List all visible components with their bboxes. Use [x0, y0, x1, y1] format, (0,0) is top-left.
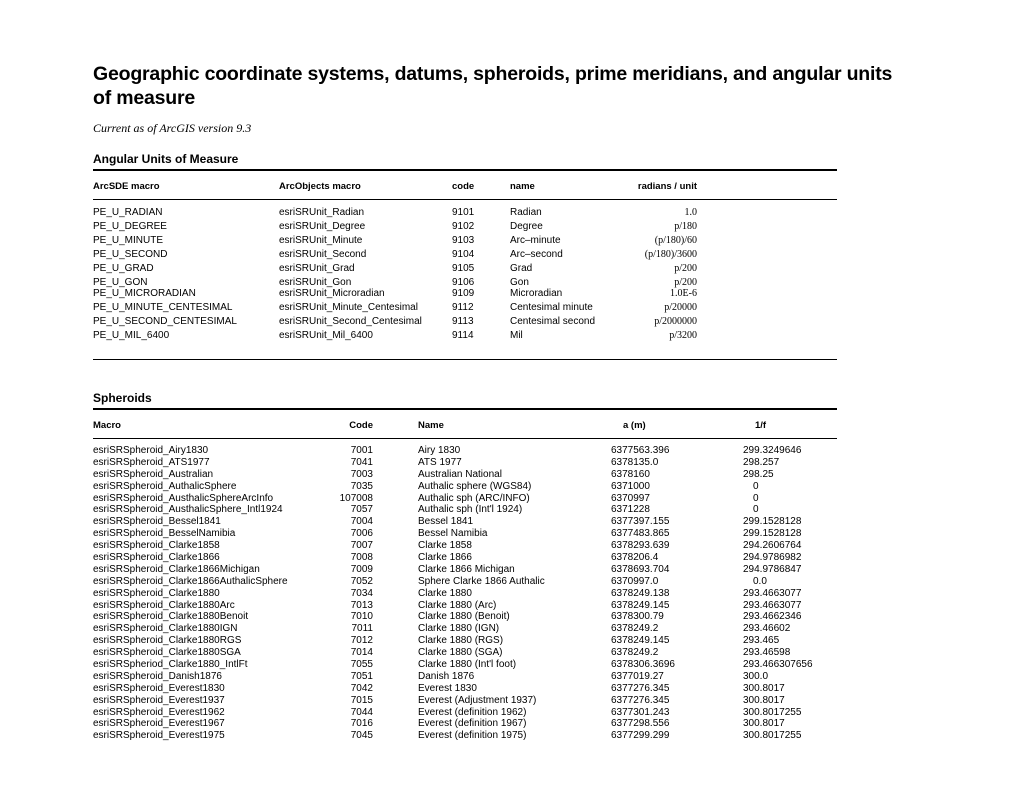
- cell-code: 7042: [350, 682, 373, 694]
- cell-inverse-flattening: 300.8017: [743, 718, 785, 730]
- col-inverse-flattening: 1/f: [755, 420, 767, 431]
- cell-arcsde-macro: PE_U_RADIAN: [93, 207, 163, 218]
- table-row: [93, 623, 837, 635]
- cell-name: Mil: [510, 330, 523, 341]
- table-row: [93, 730, 837, 742]
- table-row: [93, 481, 837, 493]
- table-row: [93, 718, 837, 730]
- cell-code: 9109: [452, 288, 475, 299]
- angular-units-header: [93, 181, 837, 200]
- cell-inverse-flattening: 298.25: [743, 468, 774, 480]
- cell-arcsde-macro: PE_U_MINUTE_CENTESIMAL: [93, 302, 233, 313]
- col-arcsde-macro: ArcSDE macro: [93, 181, 160, 192]
- cell-semi-major-axis: 6377298.556: [611, 718, 670, 730]
- col-name: name: [510, 181, 535, 192]
- cell-arcobjects-macro: esriSRUnit_Minute: [279, 235, 363, 246]
- cell-semi-major-axis: 6377301.243: [611, 706, 670, 718]
- cell-name: Clarke 1866 Michigan: [418, 563, 515, 575]
- cell-semi-major-axis: 6378249.138: [611, 587, 670, 599]
- table-row: [93, 221, 837, 235]
- cell-semi-major-axis: 6370997: [611, 492, 650, 504]
- cell-semi-major-axis: 6378300.79: [611, 611, 664, 623]
- cell-macro: esriSRSpheroid_Clarke1880IGN: [93, 623, 238, 635]
- table-row: [93, 504, 837, 516]
- table-row: [93, 671, 837, 683]
- cell-semi-major-axis: 6378693.704: [611, 563, 670, 575]
- cell-name: Clarke 1866: [418, 552, 472, 564]
- cell-inverse-flattening: 293.46602: [743, 623, 791, 635]
- cell-name: Centesimal minute: [510, 302, 593, 313]
- cell-code: 7044: [350, 706, 373, 718]
- table-row: [93, 611, 837, 623]
- cell-inverse-flattening: 0: [753, 480, 759, 492]
- cell-name: Bessel 1841: [418, 516, 474, 528]
- table-row: [93, 695, 837, 707]
- cell-radians-per-unit: p/2000000: [654, 316, 697, 327]
- table-row: [93, 635, 837, 647]
- cell-arcobjects-macro: esriSRUnit_Minute_Centesimal: [279, 302, 418, 313]
- cell-radians-per-unit: p/3200: [669, 330, 697, 341]
- cell-semi-major-axis: 6377276.345: [611, 682, 670, 694]
- cell-macro: esriSRSpheroid_AusthalicSphereArcInfo: [93, 492, 274, 504]
- cell-code: 7051: [350, 670, 373, 682]
- cell-inverse-flattening: 299.1528128: [743, 528, 802, 540]
- table-row: [93, 552, 837, 564]
- page-title: Geographic coordinate systems, datums, spheroids, prime meridians, and angular units of measure: [93, 63, 893, 109]
- spheroids-header: [93, 420, 837, 439]
- table-row: [93, 235, 837, 249]
- cell-radians-per-unit: p/200: [674, 263, 697, 274]
- table-row: [93, 588, 837, 600]
- cell-code: 7045: [350, 730, 373, 742]
- cell-inverse-flattening: 298.257: [743, 456, 780, 468]
- cell-name: Everest (definition 1975): [418, 730, 527, 742]
- cell-inverse-flattening: 299.1528128: [743, 516, 802, 528]
- cell-code: 7011: [351, 623, 373, 635]
- cell-semi-major-axis: 6371000: [611, 480, 650, 492]
- cell-name: Danish 1876: [418, 670, 475, 682]
- cell-radians-per-unit: p/20000: [664, 302, 697, 313]
- cell-name: Clarke 1880 (Int'l foot): [418, 659, 517, 671]
- cell-inverse-flattening: 0.0: [753, 575, 767, 587]
- cell-macro: esriSRSpheroid_ATS1977: [93, 456, 210, 468]
- cell-code: 7014: [350, 647, 373, 659]
- cell-code: 7009: [350, 563, 373, 575]
- col-semi-major-axis: a (m): [623, 420, 646, 431]
- cell-code: 7055: [350, 659, 373, 671]
- cell-arcsde-macro: PE_U_GON: [93, 277, 148, 288]
- table-row: [93, 576, 837, 588]
- cell-arcsde-macro: PE_U_SECOND: [93, 249, 168, 260]
- cell-arcobjects-macro: esriSRUnit_Second: [279, 249, 367, 260]
- cell-name: Authalic sph (ARC/INFO): [418, 492, 530, 504]
- cell-name: Microradian: [510, 288, 563, 299]
- table-row: [93, 707, 837, 719]
- table-row: [93, 249, 837, 263]
- cell-macro: esriSRSpheroid_Clarke1866: [93, 552, 220, 564]
- cell-macro: esriSRSpheroid_Danish1876: [93, 670, 222, 682]
- cell-name: Clarke 1880 (SGA): [418, 647, 503, 659]
- table-row: [93, 288, 837, 302]
- cell-semi-major-axis: 6378206.4: [611, 552, 659, 564]
- cell-inverse-flattening: 300.8017255: [743, 730, 802, 742]
- cell-arcobjects-macro: esriSRUnit_Microradian: [279, 288, 385, 299]
- cell-name: Australian National: [418, 468, 502, 480]
- cell-name: Everest (Adjustment 1937): [418, 694, 537, 706]
- cell-name: Clarke 1880 (Arc): [418, 599, 497, 611]
- cell-code: 9103: [452, 235, 475, 246]
- cell-inverse-flattening: 300.8017: [743, 682, 785, 694]
- cell-code: 9114: [452, 330, 474, 341]
- cell-code: 7008: [350, 552, 373, 564]
- cell-name: Everest (definition 1967): [418, 718, 527, 730]
- cell-macro: esriSRSpheroid_Clarke1880SGA: [93, 647, 241, 659]
- cell-name: Centesimal second: [510, 316, 596, 327]
- angular-units-end-rule: [93, 359, 837, 360]
- cell-radians-per-unit: 1.0: [684, 207, 697, 218]
- cell-arcobjects-macro: esriSRUnit_Second_Centesimal: [279, 316, 422, 327]
- cell-arcsde-macro: PE_U_SECOND_CENTESIMAL: [93, 316, 237, 327]
- cell-code: 9101: [452, 207, 475, 218]
- cell-macro: esriSRSpheroid_Bessel1841: [93, 516, 221, 528]
- cell-code: 7016: [350, 718, 373, 730]
- cell-macro: esriSRSpheriod_Clarke1880_IntlFt: [93, 659, 248, 671]
- cell-inverse-flattening: 293.465: [743, 635, 780, 647]
- cell-semi-major-axis: 6370997.0: [611, 575, 659, 587]
- cell-arcobjects-macro: esriSRUnit_Radian: [279, 207, 365, 218]
- cell-code: 7003: [350, 468, 373, 480]
- cell-name: Clarke 1880 (Benoit): [418, 611, 510, 623]
- cell-inverse-flattening: 300.8017255: [743, 706, 802, 718]
- table-row: [93, 659, 837, 671]
- cell-arcsde-macro: PE_U_MICRORADIAN: [93, 288, 196, 299]
- cell-semi-major-axis: 6378249.2: [611, 647, 659, 659]
- cell-arcsde-macro: PE_U_DEGREE: [93, 221, 167, 232]
- cell-code: 7010: [350, 611, 373, 623]
- cell-name: ATS 1977: [418, 456, 462, 468]
- cell-inverse-flattening: 293.4663077: [743, 587, 802, 599]
- cell-macro: esriSRSpheroid_BesselNamibia: [93, 528, 236, 540]
- cell-inverse-flattening: 299.3249646: [743, 445, 802, 456]
- cell-inverse-flattening: 294.2606764: [743, 540, 802, 552]
- cell-macro: esriSRSpheroid_Australian: [93, 468, 214, 480]
- cell-name: Gon: [510, 277, 529, 288]
- col-name: Name: [418, 420, 444, 431]
- cell-code: 7006: [350, 528, 373, 540]
- cell-name: Sphere Clarke 1866 Authalic: [418, 575, 545, 587]
- cell-arcsde-macro: PE_U_GRAD: [93, 263, 154, 274]
- cell-name: Everest (definition 1962): [418, 706, 527, 718]
- cell-inverse-flattening: 293.466307656: [743, 659, 813, 671]
- cell-code: 9102: [452, 221, 475, 232]
- cell-name: Clarke 1880: [418, 587, 472, 599]
- cell-macro: esriSRSpheroid_Everest1975: [93, 730, 225, 742]
- cell-semi-major-axis: 6378306.3696: [611, 659, 675, 671]
- cell-macro: esriSRSpheroid_Clarke1866AuthalicSphere: [93, 575, 288, 587]
- cell-semi-major-axis: 6378135.0: [611, 456, 659, 468]
- page-subtitle: Current as of ArcGIS version 9.3: [93, 121, 252, 135]
- cell-macro: esriSRSpheroid_Airy1830: [93, 445, 209, 456]
- cell-macro: esriSRSpheroid_Clarke1880: [93, 587, 220, 599]
- cell-radians-per-unit: 1.0E-6: [670, 288, 697, 299]
- angular-units-table: [93, 207, 837, 344]
- col-code: Code: [349, 420, 373, 431]
- cell-code: 9113: [452, 316, 474, 327]
- cell-macro: esriSRSpheroid_Everest1962: [93, 706, 225, 718]
- cell-semi-major-axis: 6378249.145: [611, 599, 670, 611]
- cell-code: 9112: [452, 302, 474, 313]
- cell-macro: esriSRSpheroid_Clarke1858: [93, 540, 220, 552]
- cell-semi-major-axis: 6378160: [611, 468, 650, 480]
- cell-code: 7034: [350, 587, 373, 599]
- cell-inverse-flattening: 294.9786982: [743, 552, 802, 564]
- cell-name: Clarke 1880 (IGN): [418, 623, 500, 635]
- cell-code: 9105: [452, 263, 475, 274]
- cell-code: 7035: [350, 480, 373, 492]
- cell-semi-major-axis: 6378249.2: [611, 623, 659, 635]
- cell-name: Radian: [510, 207, 542, 218]
- cell-radians-per-unit: (p/180)/3600: [644, 249, 697, 260]
- col-macro: Macro: [93, 420, 121, 431]
- cell-semi-major-axis: 6377483.865: [611, 528, 670, 540]
- table-row: [93, 302, 837, 316]
- cell-inverse-flattening: 300.8017: [743, 694, 785, 706]
- cell-radians-per-unit: p/180: [674, 221, 697, 232]
- cell-semi-major-axis: 6377276.345: [611, 694, 670, 706]
- cell-code: 7001: [350, 445, 373, 456]
- cell-name: Degree: [510, 221, 543, 232]
- cell-inverse-flattening: 294.9786847: [743, 563, 802, 575]
- cell-macro: esriSRSpheroid_Clarke1866Michigan: [93, 563, 260, 575]
- cell-semi-major-axis: 6377299.299: [611, 730, 670, 742]
- cell-macro: esriSRSpheroid_Clarke1880Arc: [93, 599, 235, 611]
- cell-name: Authalic sphere (WGS84): [418, 480, 532, 492]
- table-row: [93, 445, 837, 457]
- cell-code: 7057: [350, 504, 373, 516]
- cell-code: 107008: [339, 492, 373, 504]
- cell-inverse-flattening: 293.4662346: [743, 611, 802, 623]
- cell-semi-major-axis: 6377563.396: [611, 445, 670, 456]
- cell-macro: esriSRSpheroid_Clarke1880RGS: [93, 635, 242, 647]
- cell-arcsde-macro: PE_U_MINUTE: [93, 235, 164, 246]
- cell-semi-major-axis: 6377397.155: [611, 516, 670, 528]
- cell-name: Grad: [510, 263, 533, 274]
- col-arcobjects-macro: ArcObjects macro: [279, 181, 361, 192]
- table-row: [93, 457, 837, 469]
- cell-code: 7013: [350, 599, 373, 611]
- table-row: [93, 540, 837, 552]
- cell-macro: esriSRSpheroid_Clarke1880Benoit: [93, 611, 249, 623]
- cell-code: 7052: [350, 575, 373, 587]
- table-row: [93, 600, 837, 612]
- cell-macro: esriSRSpheroid_AusthalicSphere_Intl1924: [93, 504, 283, 516]
- table-row: [93, 683, 837, 695]
- cell-code: 7012: [350, 635, 373, 647]
- cell-macro: esriSRSpheroid_AuthalicSphere: [93, 480, 237, 492]
- table-row: [93, 316, 837, 330]
- cell-inverse-flattening: 293.46598: [743, 647, 791, 659]
- cell-semi-major-axis: 6377019.27: [611, 670, 664, 682]
- table-row: [93, 207, 837, 221]
- cell-semi-major-axis: 6378293.639: [611, 540, 670, 552]
- table-row: [93, 277, 837, 288]
- cell-name: Clarke 1858: [418, 540, 472, 552]
- cell-semi-major-axis: 6378249.145: [611, 635, 670, 647]
- cell-code: 9104: [452, 249, 475, 260]
- cell-arcobjects-macro: esriSRUnit_Grad: [279, 263, 355, 274]
- cell-name: Clarke 1880 (RGS): [418, 635, 504, 647]
- cell-semi-major-axis: 6371228: [611, 504, 650, 516]
- cell-name: Airy 1830: [418, 445, 461, 456]
- table-row: [93, 516, 837, 528]
- cell-arcobjects-macro: esriSRUnit_Gon: [279, 277, 352, 288]
- cell-name: Authalic sph (Int'l 1924): [418, 504, 523, 516]
- table-row: [93, 493, 837, 505]
- cell-radians-per-unit: (p/180)/60: [654, 235, 697, 246]
- cell-code: 9106: [452, 277, 475, 288]
- cell-macro: esriSRSpheroid_Everest1967: [93, 718, 225, 730]
- cell-radians-per-unit: p/200: [674, 277, 697, 288]
- cell-macro: esriSRSpheroid_Everest1937: [93, 694, 225, 706]
- cell-arcobjects-macro: esriSRUnit_Mil_6400: [279, 330, 373, 341]
- cell-inverse-flattening: 300.0: [743, 670, 769, 682]
- cell-arcsde-macro: PE_U_MIL_6400: [93, 330, 170, 341]
- spheroids-heading: Spheroids: [93, 391, 837, 410]
- table-row: [93, 528, 837, 540]
- cell-inverse-flattening: 293.4663077: [743, 599, 802, 611]
- cell-name: Everest 1830: [418, 682, 477, 694]
- table-row: [93, 263, 837, 277]
- col-radians-per-unit: radians / unit: [637, 181, 697, 192]
- cell-arcobjects-macro: esriSRUnit_Degree: [279, 221, 366, 232]
- cell-name: Arc–second: [510, 249, 563, 260]
- angular-units-heading: Angular Units of Measure: [93, 152, 837, 171]
- table-row: [93, 469, 837, 481]
- col-code: code: [452, 181, 475, 192]
- cell-code: 7007: [350, 540, 373, 552]
- table-row: [93, 564, 837, 576]
- cell-code: 7041: [350, 456, 373, 468]
- cell-inverse-flattening: 0: [753, 492, 759, 504]
- cell-code: 7015: [350, 694, 373, 706]
- cell-name: Bessel Namibia: [418, 528, 488, 540]
- spheroids-table: [93, 445, 837, 742]
- cell-name: Arc–minute: [510, 235, 561, 246]
- cell-code: 7004: [350, 516, 373, 528]
- cell-macro: esriSRSpheroid_Everest1830: [93, 682, 225, 694]
- table-row: [93, 330, 837, 344]
- cell-inverse-flattening: 0: [753, 504, 759, 516]
- table-row: [93, 647, 837, 659]
